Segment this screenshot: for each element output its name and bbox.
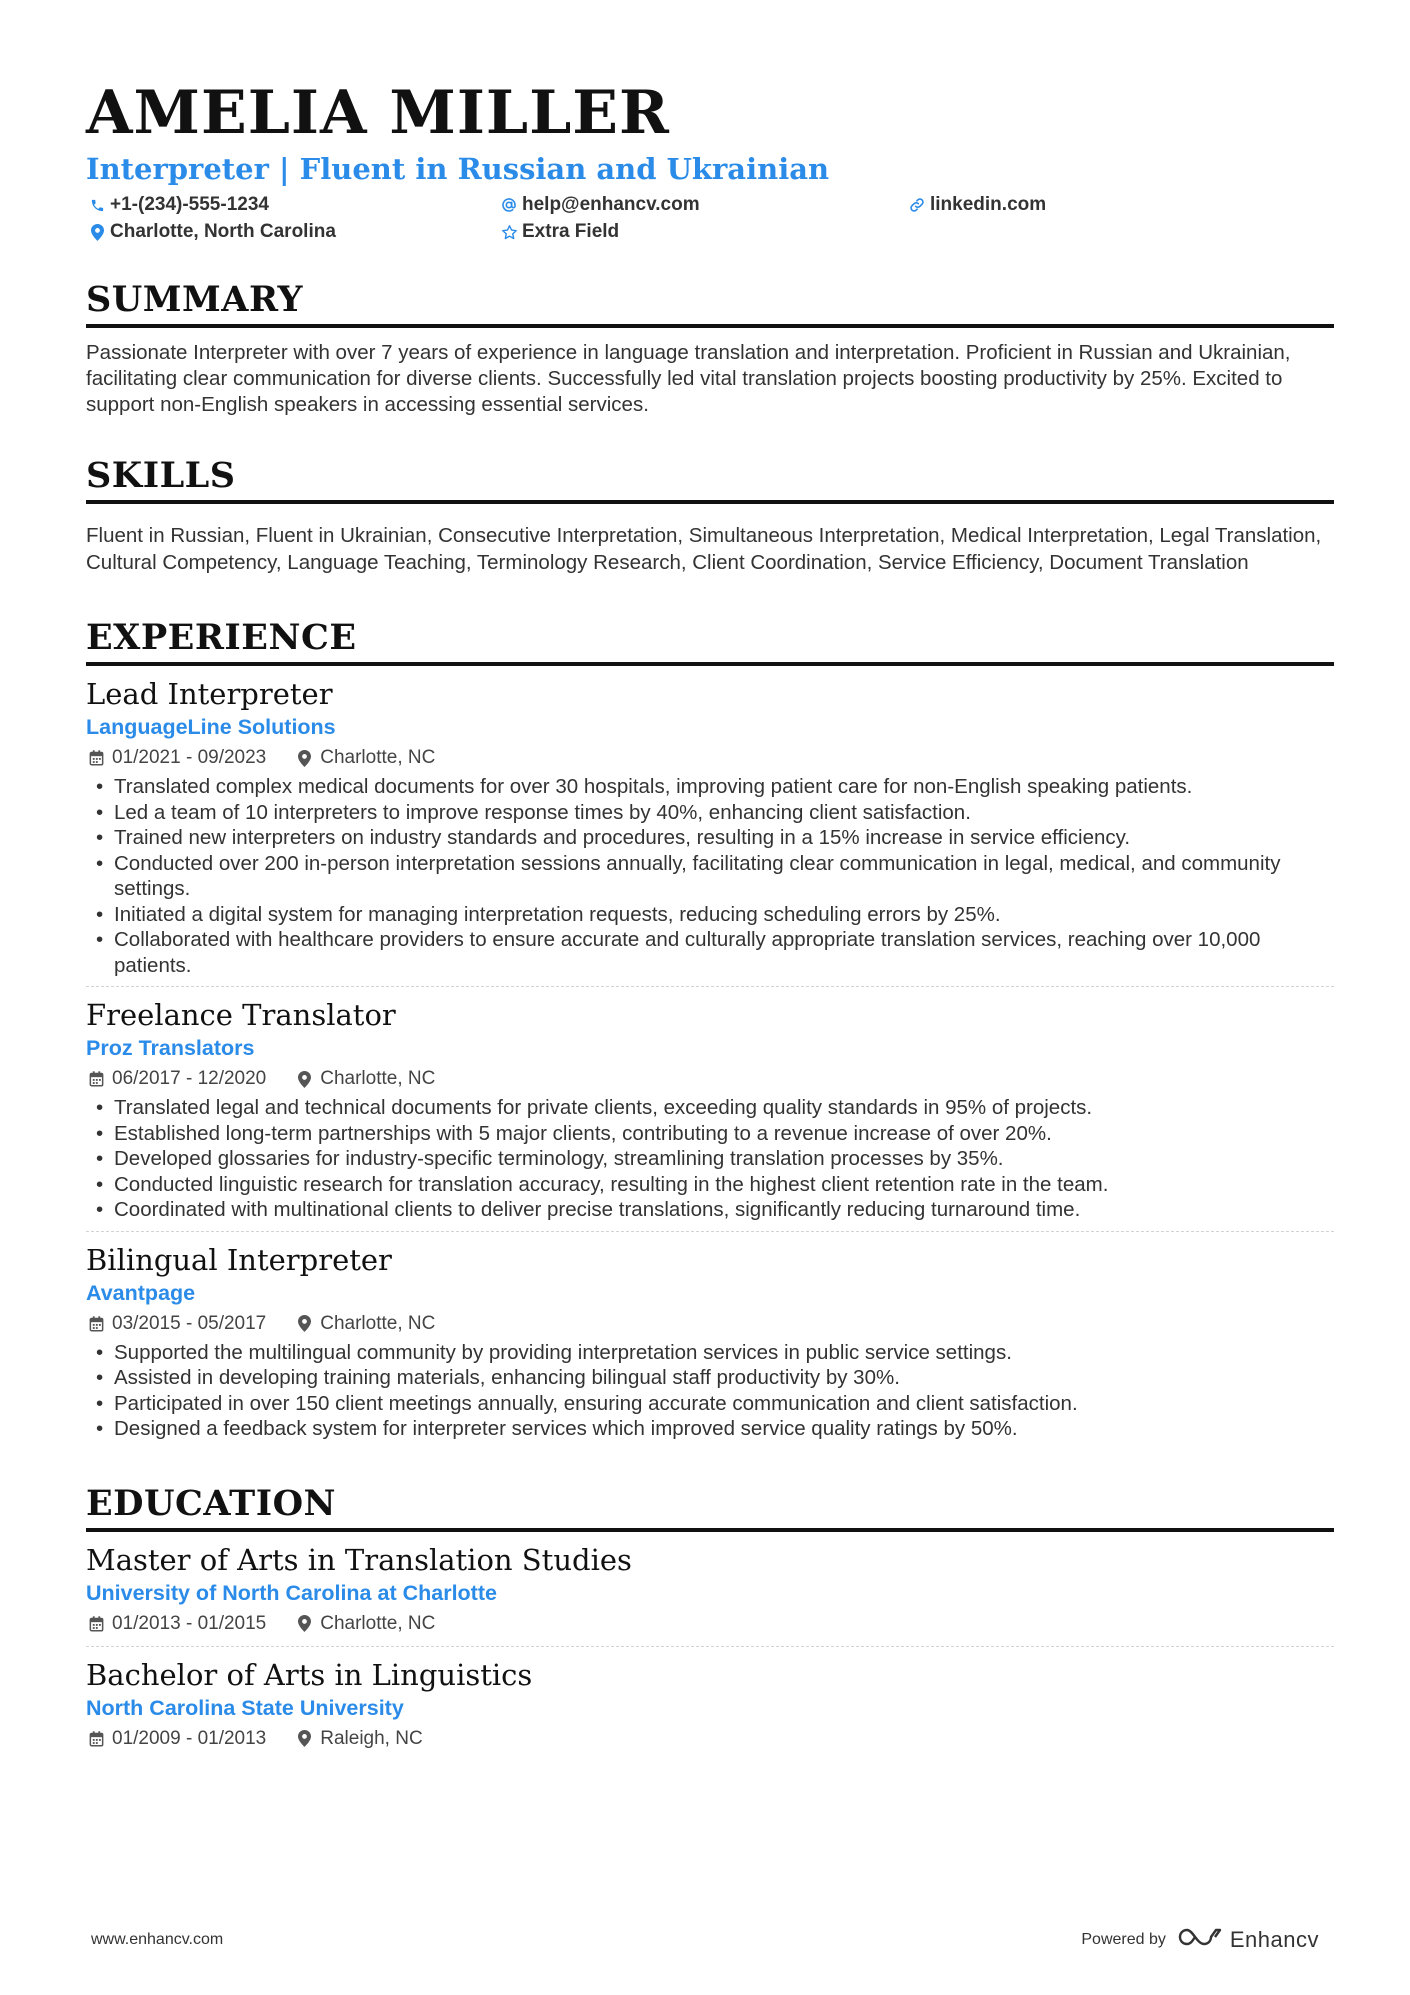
- contact-location: [86, 219, 336, 245]
- entry-meta: [86, 744, 1334, 772]
- calendar-icon: [86, 1616, 106, 1632]
- bullet-item: • Translated legal and technical documents for private clients, exceeding quality standards in 95% of projects.: [86, 1095, 1334, 1121]
- star-icon: [498, 224, 520, 241]
- entry-title: Bachelor of Arts in Linguistics: [86, 1657, 533, 1692]
- bullet-item: • Conducted over 200 in-person interpretation sessions annually, facilitating clear communication in legal, medical, and community settings.: [86, 851, 1334, 902]
- entry-title: Master of Arts in Translation Studies: [86, 1542, 632, 1577]
- calendar-icon: [86, 1316, 106, 1332]
- skills-title: SKILLS: [86, 454, 1334, 504]
- education-list: [86, 1542, 1334, 1761]
- summary-text: Passionate Interpreter with over 7 years of experience in language translation and interpretation. Proficient in Russian and Ukrainian, facilitating clear communication for diverse clients. Successfully led vital translation projects boosting productivity by 25%. Excited to support non-English speakers in accessing essential services.: [86, 341, 1291, 416]
- bullet-item: • Designed a feedback system for interpreter services which improved service quality ratings by 50%.: [86, 1416, 1334, 1442]
- powered-by-label: Powered by: [1081, 1931, 1166, 1948]
- resume-entry: [86, 986, 1334, 1231]
- brand-name: Enhancv: [1229, 1927, 1319, 1952]
- entry-bullets: [86, 1095, 1334, 1223]
- experience-section: [86, 616, 1334, 1450]
- summary-title: SUMMARY: [86, 278, 1334, 328]
- entry-location: Charlotte, NC: [320, 1612, 436, 1634]
- enhancv-logo-icon: [1176, 1925, 1222, 1955]
- map-pin-icon: [294, 1315, 314, 1332]
- entry-location: Raleigh, NC: [320, 1727, 423, 1749]
- contact-linkedin[interactable]: [906, 192, 1046, 218]
- entry-dates: 06/2017 - 12/2020: [112, 1068, 267, 1089]
- map-pin-icon: [294, 750, 314, 767]
- entry-meta: [86, 1725, 1334, 1753]
- bullet-item: • Collaborated with healthcare providers to ensure accurate and culturally appropriate translation services, reaching over 10,000 patients.: [86, 927, 1334, 978]
- bullet-item: • Developed glossaries for industry-specific terminology, streamlining translation processes by 35%.: [86, 1146, 1334, 1172]
- entry-dates: 03/2015 - 05/2017: [112, 1312, 267, 1334]
- bullet-item: • Supported the multilingual community by providing interpretation services in public service settings.: [86, 1340, 1334, 1366]
- bullet-item: • Trained new interpreters on industry standards and procedures, resulting in a 15% increase in service efficiency.: [86, 825, 1334, 851]
- contact-location-text: Charlotte, North Carolina: [110, 221, 336, 242]
- entry-organization: LanguageLine Solutions: [86, 715, 336, 739]
- calendar-icon: [86, 1731, 106, 1747]
- map-pin-icon: [294, 1615, 314, 1632]
- entry-dates: 01/2013 - 01/2015: [112, 1612, 267, 1634]
- resume-header: [86, 78, 1334, 248]
- candidate-name: AMELIA MILLER: [86, 78, 670, 148]
- bullet-item: • Coordinated with multinational clients to deliver precise translations, significantly reducing turnaround time.: [86, 1197, 1334, 1223]
- phone-icon: [86, 198, 108, 213]
- resume-entry: [86, 1646, 1334, 1761]
- entry-meta: [86, 1610, 1334, 1638]
- bullet-item: • Assisted in developing training materials, enhancing bilingual staff productivity by 30%.: [86, 1365, 1334, 1391]
- resume-entry: [86, 1231, 1334, 1450]
- link-icon: [906, 197, 928, 213]
- entry-dates: 01/2009 - 01/2013: [112, 1727, 267, 1749]
- entry-organization: Proz Translators: [86, 1036, 255, 1060]
- entry-dates: 01/2021 - 09/2023: [112, 747, 267, 768]
- entry-organization: Avantpage: [86, 1280, 196, 1305]
- contact-linkedin-text: linkedin.com: [930, 194, 1047, 215]
- footer-website[interactable]: www.enhancv.com: [91, 1931, 224, 1948]
- bullet-item: • Translated complex medical documents for over 30 hospitals, improving patient care for non-English speaking patients.: [86, 774, 1334, 800]
- bullet-item: • Established long-term partnerships with 5 major clients, contributing to a revenue increase of over 20%.: [86, 1121, 1334, 1147]
- entry-meta: [86, 1065, 1334, 1093]
- education-section: [86, 1482, 1334, 1761]
- at-sign-icon: [498, 197, 520, 213]
- bullet-item: • Led a team of 10 interpreters to improve response times by 40%, enhancing client satisfaction.: [86, 800, 1334, 826]
- brand-logo[interactable]: [1176, 1925, 1319, 1955]
- entry-organization: University of North Carolina at Charlotte: [86, 1580, 497, 1605]
- skills-text: Fluent in Russian, Fluent in Ukrainian, Consecutive Interpretation, Simultaneous Interpretation, Medical Interpretation, Legal Translation, Cultural Competency, Language Teaching, Terminology Research, Client Coordination, Service Efficiency, Document Translation: [86, 524, 1322, 574]
- skills-section: [86, 454, 1334, 576]
- entry-title: Freelance Translator: [86, 998, 396, 1032]
- contact-email[interactable]: [498, 192, 700, 218]
- candidate-headline: Interpreter | Fluent in Russian and Ukrainian: [86, 152, 830, 186]
- contact-email-text: help@enhancv.com: [522, 194, 700, 215]
- page-footer: [91, 1920, 1319, 1960]
- powered-by: [1081, 1925, 1319, 1955]
- entry-bullets: [86, 1340, 1334, 1442]
- experience-title: EXPERIENCE: [86, 616, 1334, 666]
- contact-block: [86, 192, 1334, 248]
- contact-phone-text: +1-(234)-555-1234: [110, 194, 269, 215]
- entry-meta: [86, 1310, 1334, 1338]
- contact-extra: [498, 219, 619, 245]
- entry-bullets: [86, 774, 1334, 978]
- entry-location: Charlotte, NC: [320, 1068, 436, 1089]
- contact-extra-text: Extra Field: [522, 221, 620, 242]
- resume-entry: [86, 1542, 1334, 1646]
- resume-entry: [86, 676, 1334, 986]
- map-pin-icon: [294, 1071, 314, 1088]
- map-pin-icon: [294, 1730, 314, 1747]
- education-title: EDUCATION: [86, 1482, 1334, 1532]
- calendar-icon: [86, 750, 106, 766]
- entry-location: Charlotte, NC: [320, 1312, 436, 1334]
- summary-section: [86, 278, 1334, 418]
- bullet-item: • Initiated a digital system for managing interpretation requests, reducing scheduling errors by 25%.: [86, 902, 1334, 928]
- resume-page: [86, 78, 1334, 1761]
- calendar-icon: [86, 1071, 106, 1087]
- entry-location: Charlotte, NC: [320, 747, 436, 768]
- bullet-item: • Participated in over 150 client meetings annually, ensuring accurate communication and client satisfaction.: [86, 1391, 1334, 1417]
- experience-list: [86, 676, 1334, 1450]
- contact-phone[interactable]: [86, 192, 269, 218]
- entry-organization: North Carolina State University: [86, 1695, 404, 1720]
- map-pin-icon: [86, 224, 108, 241]
- bullet-item: • Conducted linguistic research for translation accuracy, resulting in the highest client retention rate in the team.: [86, 1172, 1334, 1198]
- entry-title: Lead Interpreter: [86, 677, 333, 711]
- entry-title: Bilingual Interpreter: [86, 1242, 392, 1277]
